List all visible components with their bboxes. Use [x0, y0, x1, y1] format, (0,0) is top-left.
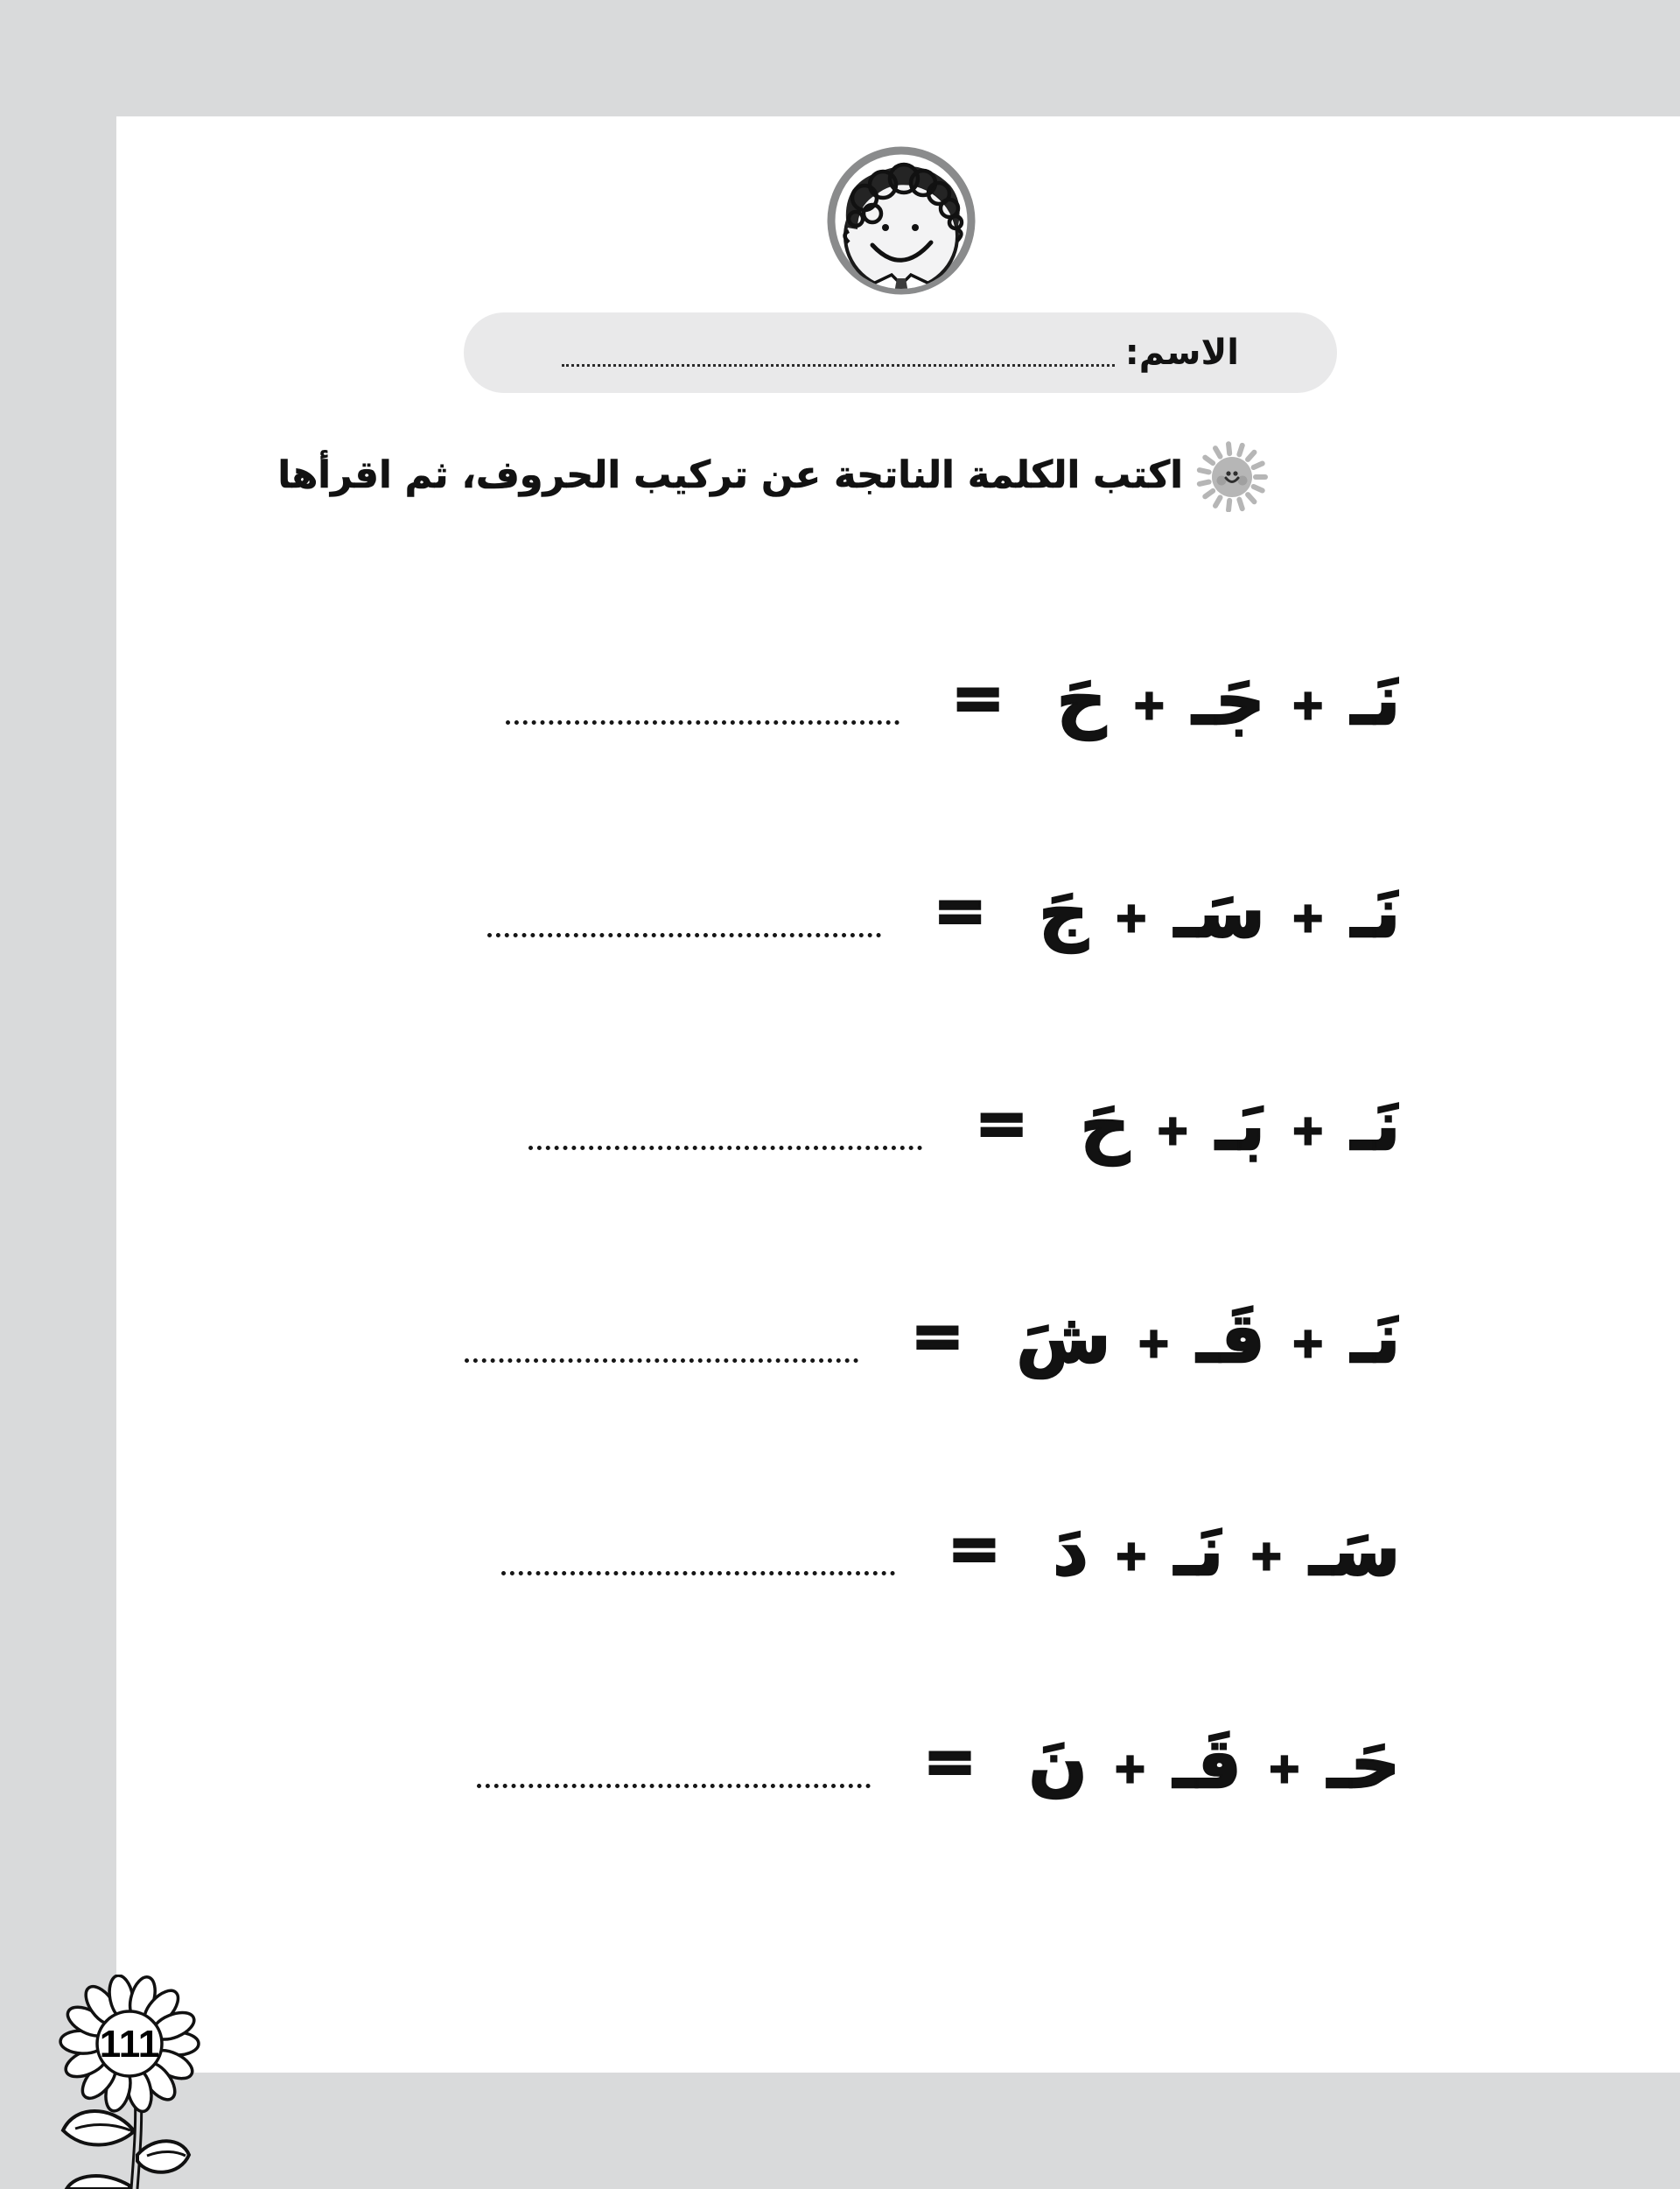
arabic-letter: نَـ	[1351, 662, 1400, 740]
answer-line[interactable]	[501, 1571, 895, 1575]
arabic-letter: جَ	[1039, 874, 1088, 953]
eye	[912, 224, 919, 231]
plus-sign: +	[1132, 681, 1166, 728]
arabic-letter: سَـ	[1309, 1512, 1400, 1591]
arabic-letter: نَـ	[1351, 1087, 1400, 1166]
answer-line[interactable]	[528, 1146, 922, 1150]
arabic-letter: سَـ	[1174, 874, 1265, 953]
arabic-letter: قَـ	[1172, 1725, 1242, 1804]
name-answer-line[interactable]	[562, 364, 1115, 367]
arabic-letter: بَـ	[1215, 1087, 1265, 1166]
answer-line[interactable]	[465, 1358, 858, 1363]
arabic-letter: دَ	[1053, 1512, 1088, 1591]
exercise-row	[429, 1699, 1400, 1830]
plus-sign: +	[1291, 1319, 1326, 1366]
exercise-row	[429, 848, 1400, 979]
arabic-letter: نَـ	[1174, 1512, 1224, 1591]
page-number-flower	[49, 1975, 238, 2189]
plus-sign: +	[1137, 1319, 1171, 1366]
leaf	[66, 2176, 130, 2189]
exercise-row	[429, 635, 1400, 767]
equation-letters	[1053, 1512, 1400, 1591]
equation-letters	[1028, 1725, 1400, 1804]
equals-sign: =	[934, 873, 987, 947]
flower-head	[60, 1975, 199, 2114]
instruction-text: اكتب الكلمة الناتجة عن تركيب الحروف، ثم اقرأها	[277, 453, 1183, 497]
equals-sign: =	[948, 1512, 1001, 1585]
equation-letters	[1080, 1087, 1400, 1166]
arabic-letter: حَ	[1056, 662, 1107, 740]
arabic-letter: قَـ	[1196, 1300, 1265, 1379]
equals-sign: =	[923, 1724, 976, 1798]
instruction-row	[277, 436, 1269, 515]
plus-sign: +	[1291, 681, 1326, 728]
page-number: 111	[99, 2023, 160, 2066]
equation-letters	[1016, 1300, 1400, 1379]
name-field	[464, 312, 1337, 393]
plus-sign: +	[1250, 1532, 1284, 1579]
equation-letters	[1039, 874, 1400, 953]
equals-sign: =	[951, 661, 1004, 734]
arabic-letter: حَ	[1080, 1087, 1130, 1166]
plus-sign: +	[1114, 1532, 1149, 1579]
exercise-row	[429, 1061, 1400, 1192]
arabic-letter: جَـ	[1192, 662, 1265, 740]
leaf	[137, 2141, 189, 2172]
equation-letters	[1056, 662, 1400, 740]
arabic-letter: حَـ	[1327, 1725, 1400, 1804]
answer-line[interactable]	[477, 1784, 871, 1788]
arabic-letter: نَ	[1028, 1725, 1088, 1804]
arabic-letter: نَـ	[1351, 874, 1400, 953]
arabic-letter: نَـ	[1351, 1300, 1400, 1379]
exercise-row	[429, 1273, 1400, 1405]
plus-sign: +	[1291, 894, 1326, 941]
boy-avatar	[824, 144, 978, 298]
answer-line[interactable]	[506, 720, 900, 725]
exercise-row	[429, 1486, 1400, 1617]
exercise-rows	[429, 635, 1400, 1912]
plus-sign: +	[1114, 894, 1149, 941]
plus-sign: +	[1113, 1744, 1147, 1792]
name-label: الاسم:	[1124, 333, 1239, 373]
plus-sign: +	[1291, 1106, 1326, 1154]
plus-sign: +	[1156, 1106, 1190, 1154]
sun-icon	[1195, 439, 1269, 512]
equals-sign: =	[975, 1086, 1028, 1160]
plus-sign: +	[1267, 1744, 1302, 1792]
equals-sign: =	[911, 1299, 964, 1372]
eye	[882, 224, 889, 231]
answer-line[interactable]	[487, 933, 881, 937]
arabic-letter: شَ	[1016, 1300, 1111, 1379]
